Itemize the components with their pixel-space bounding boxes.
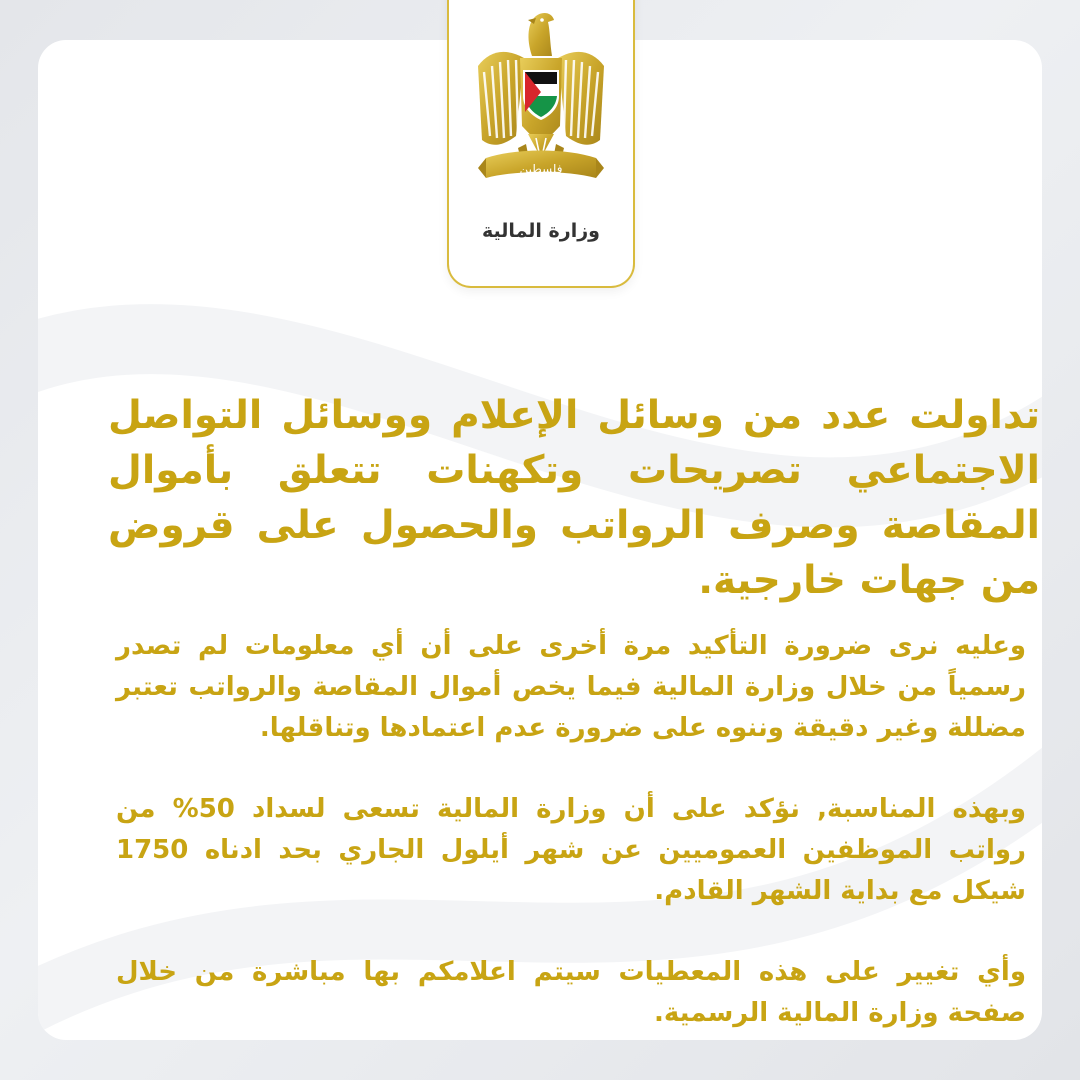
emblem-inscription: فلسطين xyxy=(519,162,563,176)
ministry-header-tab xyxy=(447,0,635,288)
list-item xyxy=(116,952,1042,1034)
list-item xyxy=(116,789,1042,912)
list-item xyxy=(116,626,1042,749)
statement-headline: تداولت عدد من وسائل الإعلام ووسائل التواصل الاجتماعي تصريحات وتكهنات تتعلق بأموال المقاصة وصرف الرواتب والحصول على قروض من جهات خارجية. xyxy=(108,393,1040,603)
point-text: وبهذه المناسبة, نؤكد على أن وزارة المالية تسعى لسداد 50% من رواتب الموظفين العموميين عن شهر أيلول الجاري بحد ادناه 1750 شيكل مع بداية الشهر القادم. xyxy=(116,794,1026,906)
point-text: وعليه نرى ضرورة التأكيد مرة أخرى على أن أي معلومات لم تصدر رسمياً من خلال وزارة المالية فيما يخص أموال المقاصة والرواتب تعتبر مضللة وغير دقيقة وننوه على ضرورة عدم اعتمادها وتناقلها. xyxy=(116,631,1026,743)
statement-points xyxy=(116,626,1042,1034)
point-text: وأي تغيير على هذه المعطيات سيتم اعلامكم بها مباشرة من خلال صفحة وزارة المالية الرسمية. xyxy=(116,957,1026,1028)
palestine-eagle-emblem-icon xyxy=(476,8,606,196)
ministry-name: وزارة المالية xyxy=(482,220,600,242)
